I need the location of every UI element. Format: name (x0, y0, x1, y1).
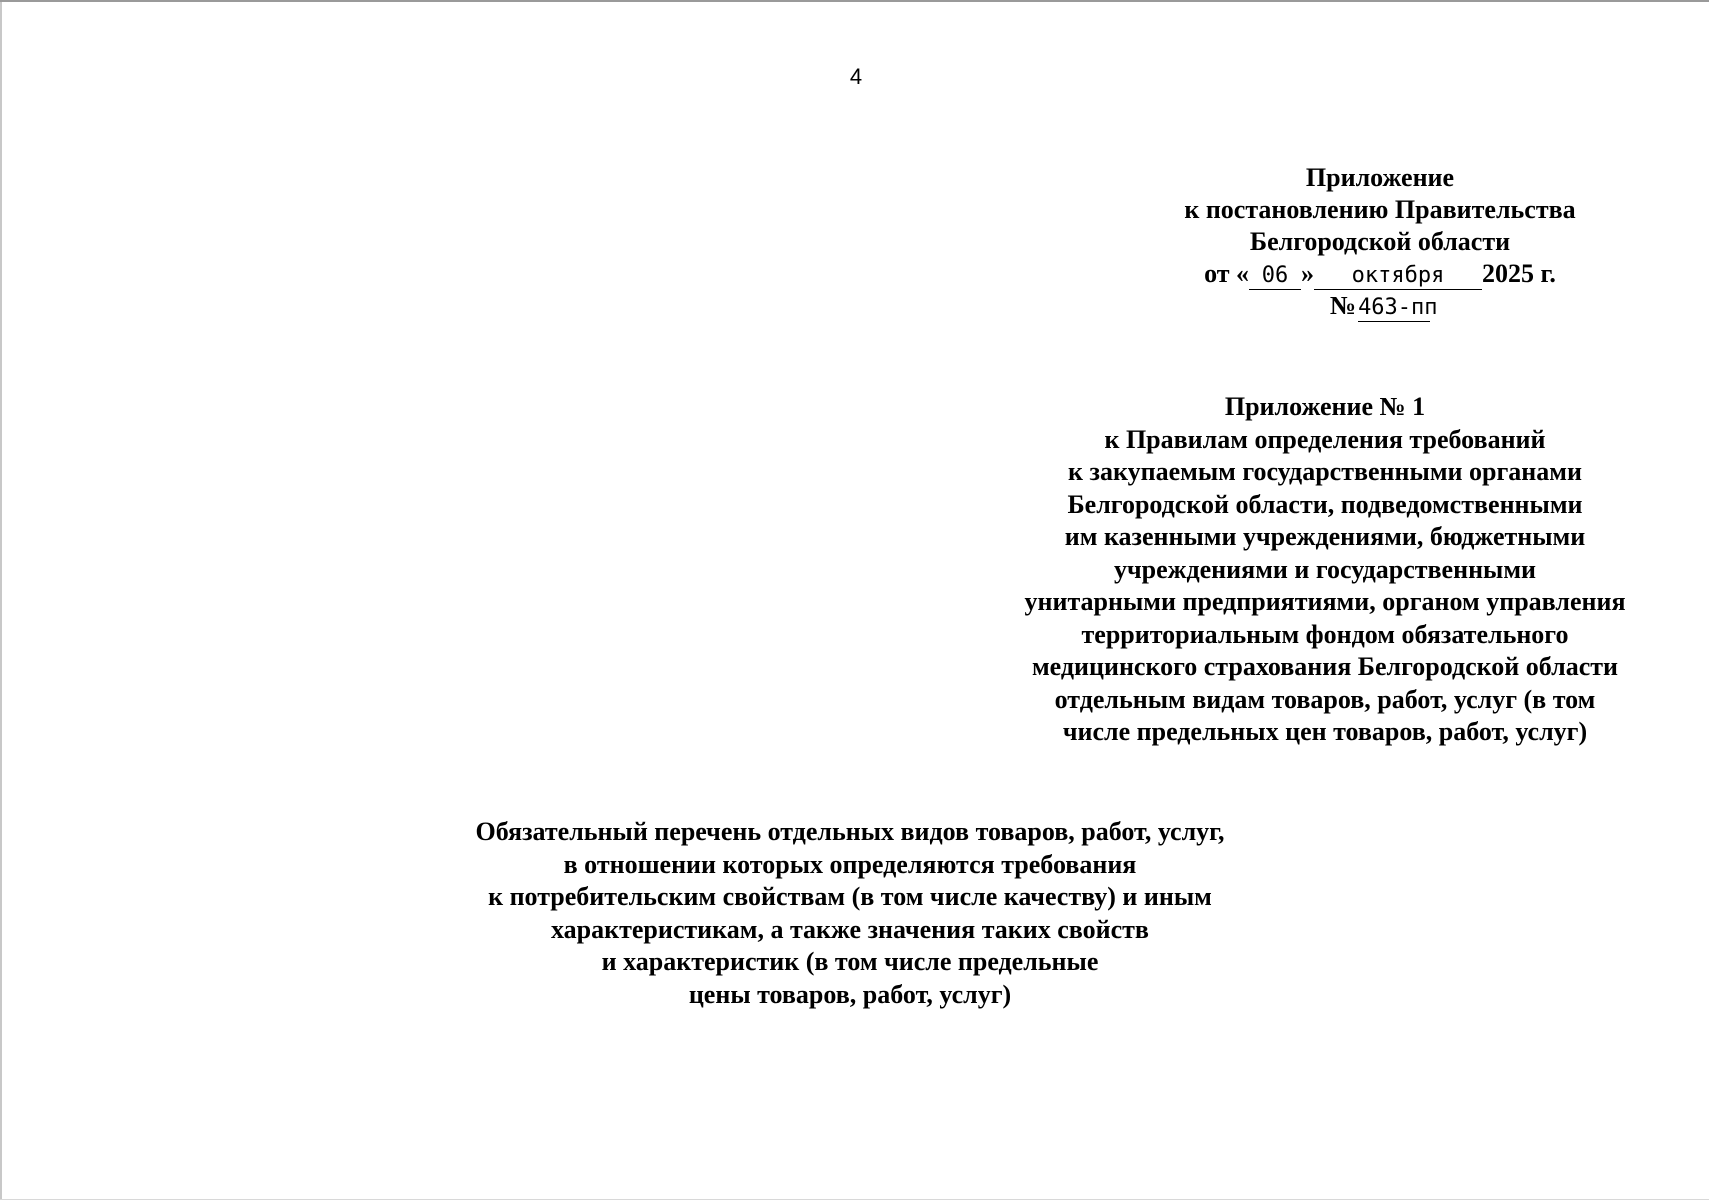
approval-block (1180, 162, 1580, 322)
approval-heading: Приложение (1305, 163, 1455, 192)
date-month: октября (1314, 263, 1482, 290)
appendix-line: отдельным видам товаров, работ, услуг (в том (1054, 684, 1596, 714)
appendix-line: числе предельных цен товаров, работ, услуг) (1062, 717, 1588, 746)
appendix-line: Приложение № 1 (1224, 392, 1426, 421)
approval-date-line (1180, 258, 1580, 290)
appendix-line: к Правилам определения требований (1104, 424, 1546, 454)
appendix-line: учреждениями и государственными (1113, 554, 1537, 584)
date-day: 06 (1249, 263, 1301, 290)
page-number: 4 (849, 64, 863, 89)
title-line: характеристикам, а также значения таких свойств (551, 914, 1149, 944)
appendix-line: к закупаемым государственными органами (1068, 457, 1582, 486)
appendix-line: унитарными предприятиями, органом управления (1024, 587, 1626, 616)
title-line: в отношении которых определяются требования (563, 849, 1137, 879)
date-mid: » (1301, 259, 1315, 288)
title-line: Обязательный перечень отдельных видов товаров, работ, услуг, (475, 817, 1225, 846)
appendix-line: Белгородской области, подведомственными (1067, 489, 1583, 519)
appendix-line: медицинского страхования Белгородской области (1031, 652, 1619, 681)
date-year: 2025 г. (1482, 259, 1556, 288)
document-title (410, 816, 1290, 1011)
appendix-line: территориальным фондом обязательного (1081, 619, 1569, 649)
title-line: к потребительским свойствам (в том числе качеству) и иным (488, 882, 1212, 911)
date-prefix: от « (1204, 259, 1250, 288)
scan-edge (0, 2, 2, 1200)
appendix-line: им казенными учреждениями, бюджетными (1064, 522, 1586, 551)
title-line: и характеристик (в том числе предельные (601, 947, 1099, 976)
approval-reference: к постановлению Правительства (1184, 195, 1576, 224)
approval-region: Белгородской области (1249, 227, 1511, 256)
title-line: цены товаров, работ, услуг) (688, 979, 1012, 1009)
approval-number-line (1180, 290, 1580, 322)
appendix-block (980, 391, 1670, 749)
number-prefix: № (1329, 291, 1357, 320)
document-number: 463-пп (1358, 295, 1438, 320)
